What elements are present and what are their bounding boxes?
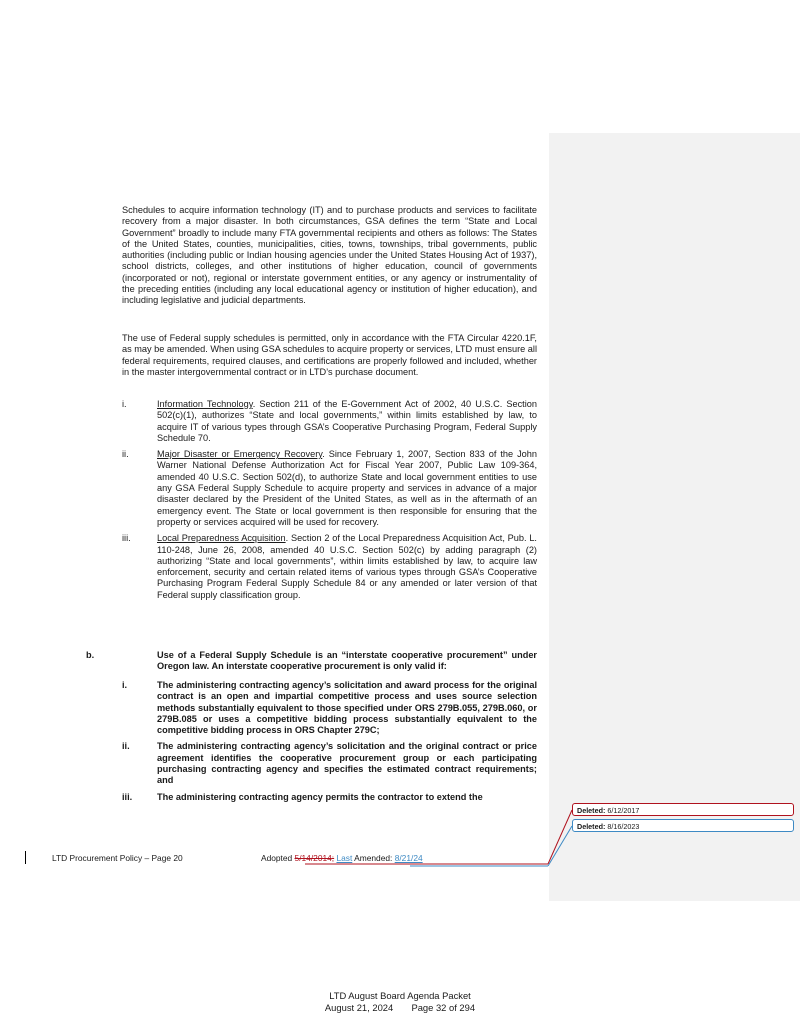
section-b-number: b. [86,650,95,660]
comment-value: 6/12/2017 [607,806,640,815]
list-item-text: The administering contracting agency’s solicitation and the original contract or price agreement identifies the cooperative procurement group or each participating purchasing contracting agency and specifies the estimated contract requirements; and [157,741,537,786]
footer-amended-label: Amended: [354,853,393,863]
packet-page-number: Page 32 of 294 [411,1001,476,1013]
packet-title: LTD August Board Agenda Packet [329,990,471,1001]
packet-footer [0,990,800,1013]
footer-separator: ; [331,853,335,863]
change-bar [25,851,26,864]
list-item-text: The administering contracting agency permits the contractor to extend the [157,791,483,802]
footer-adopted-date[interactable]: 5/14/2014 [294,853,332,863]
paragraph-federal-supply-schedules: The use of Federal supply schedules is permitted, only in accordance with the FTA Circular 4220.1F, as may be amended. When using GSA schedules to acquire property or services, LTD must ensure all federal requirements, required clauses, and certifications are properly followed and included, whether in the master intergovernmental contract or in LTD’s purchase document. [122,333,537,377]
list-item-text: . Section 211 of the E-Government Act of 2002, 40 U.S.C. Section 502(c)(1), authorizes “State and local governments,” within limits established by law, to acquire IT of various types through GSA’s Cooperative Purchasing Program, Federal Supply Schedule 70. [157,399,537,443]
list-item-text: The administering contracting agency’s solicitation and award process for the original contract is an open and impartial competitive process and uses source selection methods substantially equivalent to those specified under ORS 279B.055, 279B.060, or 279B.085 or uses a competitive bidding process substantially equivalent to the competitive bidding process in ORS Chapter 279C; [157,680,537,736]
list-item-number: ii. [122,449,129,460]
comment-value: 8/16/2023 [607,822,640,831]
list-item-number: i. [122,680,128,690]
list-item-number: iii. [122,791,133,802]
list-item-number: ii. [122,741,130,752]
footer-last-word[interactable]: Last [336,853,353,863]
paragraph-gsa-definition: Schedules to acquire information technology (IT) and to purchase products and services to facilitate recovery from a major disaster. In both circumstances, GSA defines the term “State and Local Government” broadly to include many FTA governmental recipients and others as follows: The States of the United States, counties, municipalities, cities, towns, townships, tribal governments, public authorities (including public or Indian housing agencies under the United States Housing Act of 1937), school districts, colleges, and other institutions of higher education, council of governments (incorporated or not), regional or interstate government entities, or any agency or instrumentality of the preceding entities (including any local educational agency or institution of higher education), and including legislative and judicial departments. [122,205,537,306]
packet-date: August 21, 2024 [324,1001,394,1013]
footer-revision-line [261,853,423,863]
list-item-title: Major Disaster or Emergency Recovery [157,449,323,460]
list-item-text: . Section 2 of the Local Preparedness Acquisition Act, Pub. L. 110-248, June 26, 2008, amended 40 U.S.C. Section 502(c) by adding paragraph (2) authorizing “State and local governments”, within limits established by law, to acquire law enforcement, security and certain related items of various types through GSA’s Cooperative Purchasing Program Federal Supply Schedule 84 or any amended or later version of that Federal supply classification group. [157,533,537,600]
list-item-title: Local Preparedness Acquisition [157,533,286,544]
footer-left: LTD Procurement Policy – Page 20 [52,853,183,863]
list-item-text: . Since February 1, 2007, Section 833 of the John Warner National Defense Authorization Act for Fiscal Year 2007, Public Law 109-364, amended 40 U.S.C. Section 502(d), to authorize State and local government entities to use any GSA Federal Supply Schedule to acquire property and services in advance of a major disaster declared by the President of the United States, as well as in the aftermath of an emergency event. The State or local government is then responsible for ensuring that the property or services acquired will be used for recovery. [157,449,538,527]
comment-label: Deleted: [577,822,606,831]
comment-label: Deleted: [577,806,606,815]
section-b-text: Use of a Federal Supply Schedule is an “interstate cooperative procurement” under Oregon law. An interstate cooperative procurement is only valid if: [157,650,537,672]
list-item-number: iii. [122,533,131,544]
list-item-title: Information Technology [157,399,253,409]
list-item-number: i. [122,399,127,409]
footer-amended-date[interactable]: 8/21/24 [394,853,423,863]
footer-adopted-label: Adopted [261,853,293,863]
